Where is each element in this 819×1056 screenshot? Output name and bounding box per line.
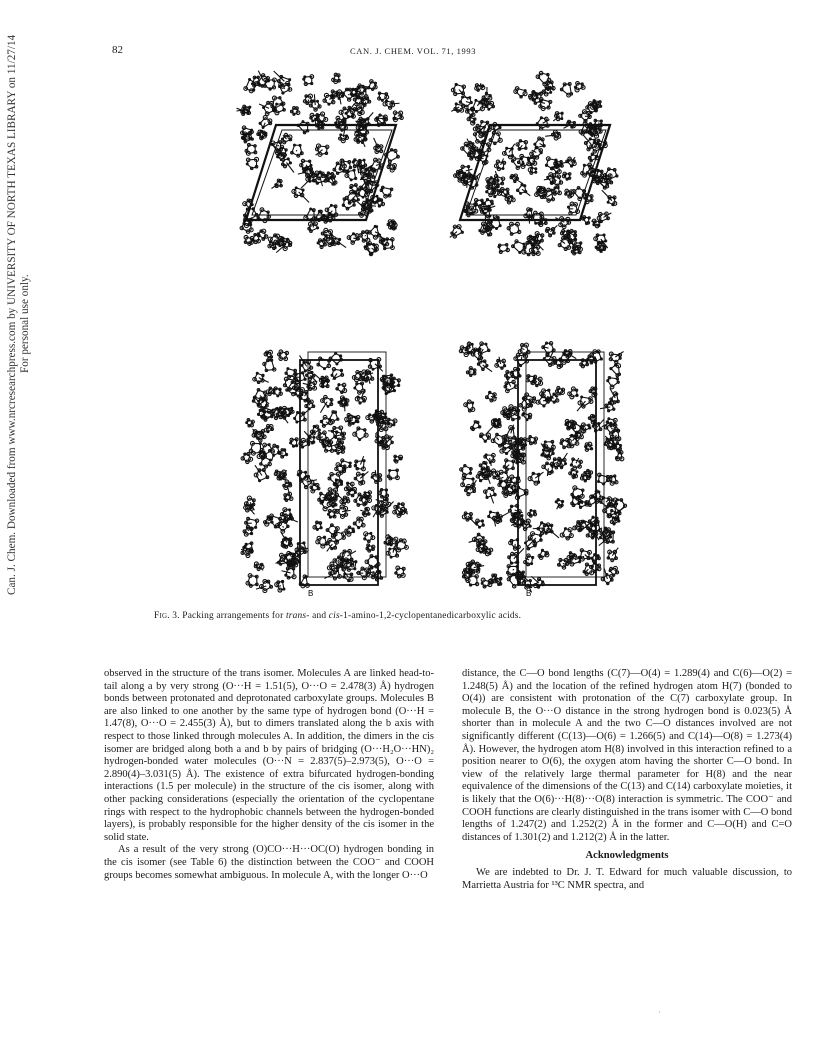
running-head: CAN. J. CHEM. VOL. 71, 1993 [350,46,477,56]
bond [544,179,552,180]
bond [342,510,351,511]
bond [296,150,297,151]
figure-caption: Fig. 3. Packing arrangements for trans- and cis-1-amino-1,2-cyclopentanedicarboxylic acids. [154,611,522,621]
bond [314,94,315,105]
bond [486,423,496,434]
acknowledgments-heading: Acknowledgments [585,850,669,862]
bond [548,529,559,538]
bond [291,376,300,377]
bond [393,546,394,553]
bond [547,468,548,476]
packing-diagram-top-left [236,70,406,265]
bond [282,571,291,573]
molecule-cluster [459,342,626,593]
bond [533,528,544,529]
text-column-left [104,668,434,882]
bond [299,192,309,203]
bond [532,161,536,162]
bond [466,169,473,171]
body-paragraph: observed in the structure of the trans isomer. Molecules A are linked head-to-tail along a by very strong (O···H = 1.51(5), O···O = 2.478(3) Å) hydrogen bonds between protonated and deprotonated carboxylate groups. Molecules B are also linked to one another by the same type of hydrogen bond (O···H = 1.47(8), O···O = 2.455(3) Å), but to dimers translated along the b axis with respect to those linked through molecules A. In addition, the dimers in the cis isomer are bridged along both a and b by pairs of bridging (O···H₂O···HN)₂ hydrogen-bonded water molecules (O···N = 2.837(5)–2.973(5), O···O = 2.890(4)–3.031(5) Å). The existence of extra bifurcated hydrogen-bonding interactions (1.5 per molecule) in the structure of the cis isomer, along with other packing considerations (especially the orientation of the cyclopentane rings with respect to the hydrophobic channels between the hydrogen-bonded layers), is probably responsible for the higher density of the cis isomer in the solid state. [104,668,434,843]
packing-diagram-top-right [448,70,620,265]
bond [496,437,498,440]
packing-diagram-bottom-left [238,340,410,600]
molecule-cluster [450,71,618,255]
bond [573,473,574,479]
bond [521,357,522,360]
page-number: 82 [112,44,123,56]
axis-label-b: B [526,589,532,598]
bond [513,569,514,570]
caption-label: Fig. 3. [154,611,180,621]
molecule-cluster [241,350,408,593]
bond [500,477,503,478]
bond [474,154,476,155]
watermark-line-1: Can. J. Chem. Downloaded from www.nrcresearchpress.com by UNIVERSITY OF NORTH TEXAS LIBRARY on 11/27/14 [6,34,18,595]
bond [268,427,269,429]
body-paragraph: As a result of the very strong (O)CO···H···OC(O) hydrogen bonding in the cis isomer (see Table 6) the distinction between the COO⁻ and COOH groups becomes somewhat ambiguous. In molecule A, with the longer O···O [104,844,434,881]
bond [600,407,610,409]
bond [539,102,545,103]
bond [317,437,323,438]
molecule-cluster [236,71,403,256]
body-paragraph: distance, the C—O bond lengths (C(7)—O(4) = 1.289(4) and C(6)—O(2) = 1.248(5) Å) and the location of the refined hydrogen atom H(7) (bonded to O(4)) are consistent with protonation of the C(7) carboxylate group. In molecule B, the O···O distance in the strong hydrogen bond is 0.023(5) Å shorter than in molecule A and the two C—O distances involved are not significantly different (C(13)—O(6) = 1.266(5) and C(14)—O(8) = 1.273(4) Å). However, the hydrogen atom H(8) involved in this interaction refined to a position nearer to O(6), the oxygen atom having the shorter C—O bond. In view of the relatively large thermal parameter for H(8) and the near equivalence of the dimensions of the C(13) and C(14) carboxylate moieties, it is likely that the O(6)···H(8)···O(8) interaction is symmetric. The COO⁻ and COOH functions are clearly distinguished in the trans isomer with C—O bond lengths of 1.247(2) and 1.252(2) Å in the former and C—O(H) and C=O distances of 1.301(2) and 1.212(2) Å in the latter. [462,668,792,843]
stray-mark: · [658,1008,661,1017]
bond [375,470,376,477]
side-watermark [6,35,32,595]
bond [320,402,327,413]
bond [522,161,524,162]
bond [521,349,524,350]
axis-label-b: B [308,589,314,598]
watermark-line-2: For personal use only. [19,274,31,373]
bond [367,205,376,206]
bond [277,145,279,146]
bond [491,396,497,397]
bond [339,95,341,104]
text-column-right [462,668,792,892]
bond [283,526,284,527]
bond [464,575,467,576]
bond [389,103,400,104]
packing-diagram-bottom-right [456,340,628,600]
acknowledgments-text: We are indebted to Dr. J. T. Edward for much valuable discussion, to Marrietta Austria for ¹³C NMR spectra, and [462,866,792,891]
